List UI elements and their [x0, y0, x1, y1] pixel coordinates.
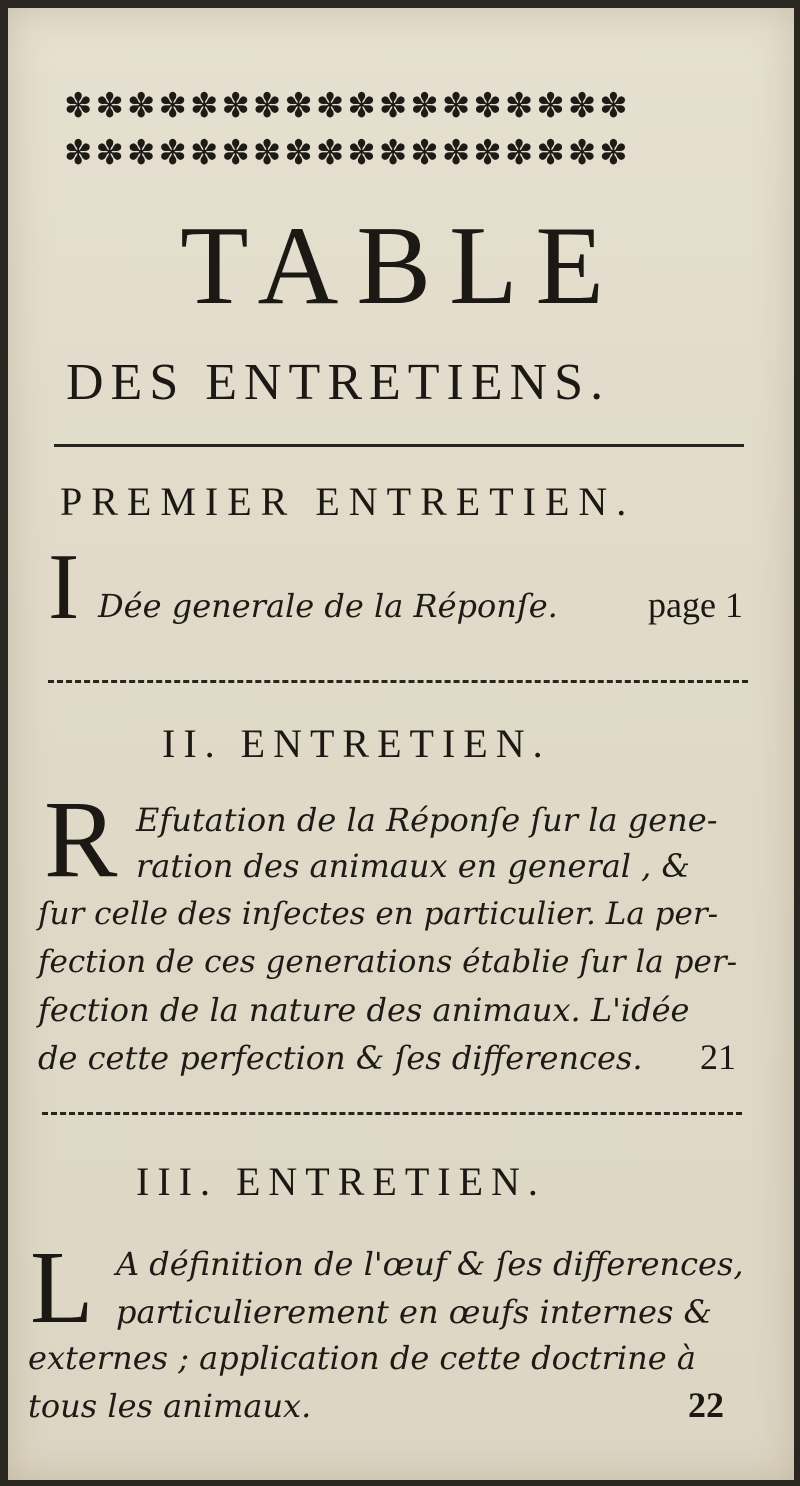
entry-text-1: Dée generale de la Réponſe.	[98, 587, 558, 625]
entry-text-2-line-1: Efutation de la Réponſe ſur la gene-	[136, 801, 718, 839]
entry-text-3-line-4: tous les animaux.	[28, 1387, 312, 1425]
entry-text-3-line-2: particulierement en œufs internes &	[116, 1293, 713, 1331]
section-heading-2: II. ENTRETIEN.	[162, 721, 551, 766]
entry-text-2-line-5: fection de la nature des animaux. L'idée	[38, 991, 690, 1029]
page-subtitle: DES ENTRETIENS.	[66, 354, 611, 411]
divider-rule	[54, 444, 744, 447]
entry-text-2-line-6: de cette perfection & ſes differences.	[38, 1039, 643, 1077]
drop-cap-3: L	[30, 1230, 94, 1345]
book-page	[8, 8, 794, 1480]
page-title: TABLE	[180, 204, 622, 328]
page-number-1: page 1	[648, 585, 743, 625]
entry-text-2-line-3: ſur celle des inſectes en particulier. La per-	[38, 896, 719, 932]
divider-rule	[48, 680, 748, 683]
drop-cap-1: I	[48, 535, 80, 639]
section-heading-3: III. ENTRETIEN.	[136, 1159, 546, 1204]
entry-text-3-line-3: externes ; application de cette doctrine à	[28, 1339, 696, 1377]
page-number-3: 22	[688, 1385, 724, 1425]
ornament-band-bottom: ✽✽✽✽✽✽✽✽✽✽✽✽✽✽✽✽✽✽	[64, 133, 631, 173]
entry-text-2-line-4: fection de ces generations établie ſur la per-	[38, 944, 738, 980]
drop-cap-2: R	[44, 778, 118, 900]
ornament-band-top: ✽✽✽✽✽✽✽✽✽✽✽✽✽✽✽✽✽✽	[64, 86, 631, 126]
page-number-2: 21	[700, 1037, 736, 1077]
section-heading-1: PREMIER ENTRETIEN.	[60, 479, 636, 524]
divider-rule	[42, 1112, 742, 1115]
entry-text-3-line-1: A définition de l'œuf & ſes differences,	[116, 1245, 744, 1283]
entry-text-2-line-2: ration des animaux en general , &	[136, 847, 690, 885]
